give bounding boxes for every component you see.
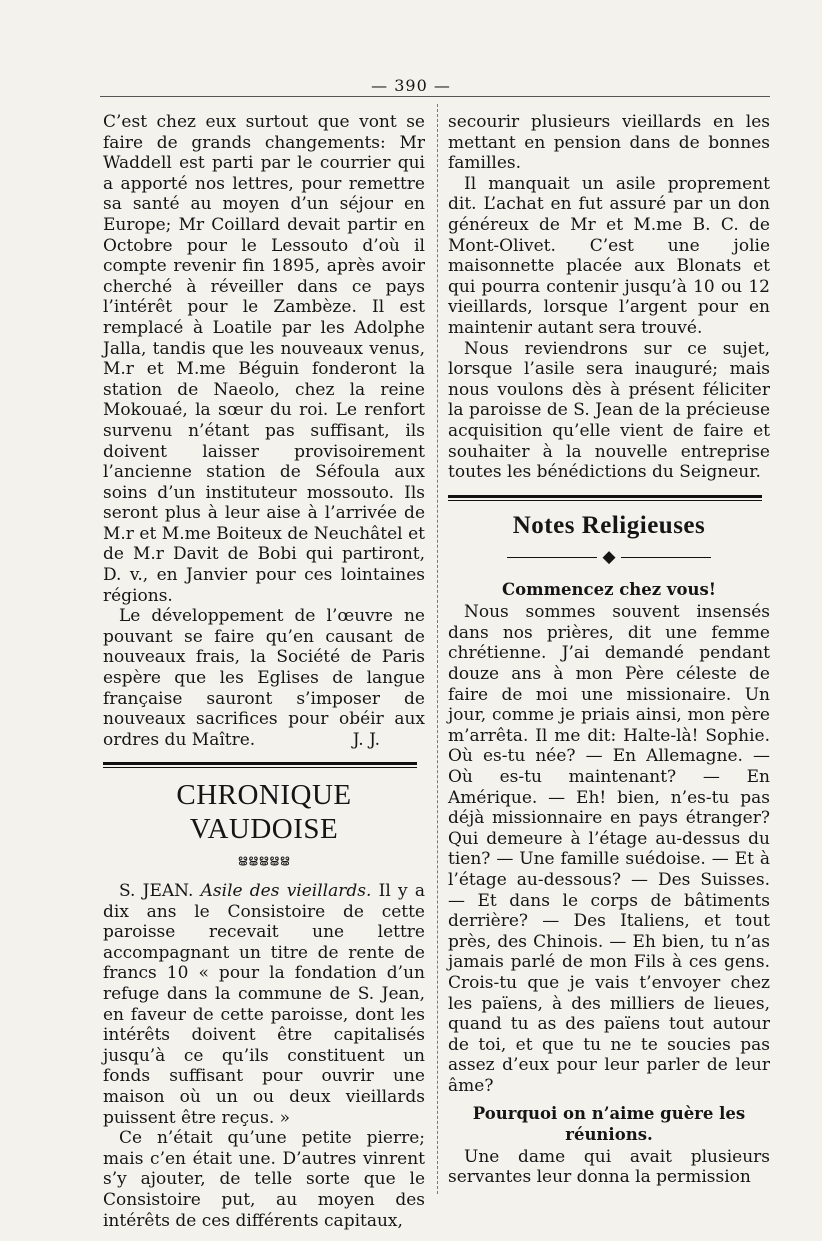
section-title: CHRONIQUE VAUDOISE: [176, 779, 352, 846]
signature: J. J.: [352, 729, 380, 750]
paragraph: Ce n’était qu’une petite pierre; mais c’en était une. D’autres vinrent s’y ajouter, de telle sorte que le Consistoire put, au moyen des intérêts de ces différents capitaux,: [103, 1128, 425, 1231]
paragraph: Nous reviendrons sur ce sujet, lorsque l’asile sera inauguré; mais nous voulons dès à présent féliciter la paroisse de S. Jean de la précieuse acquisition qu’elle vient de faire et souhaiter à la nouvelle entreprise toutes les bénédictions du Seigneur.: [448, 338, 770, 483]
paragraph-text: Il y a dix ans le Consistoire de cette paroisse recevait une lettre accompagnant un titre de rente de francs 10 « pour la fondation d’un refuge dans la commune de S. Jean, en faveur de cette paroisse, dont les intérêts doivent être capitalisés jusqu’à ce qu’ils constituent un fonds suffisant pour ouvrir une maison où un ou deux vieillards puissent être reçus. »: [103, 881, 425, 1128]
chronique-lead: S. JEAN.: [119, 881, 194, 901]
paragraph: [103, 606, 425, 750]
paragraph: Nous sommes souvent insensés dans nos prières, dit une femme chrétienne. J’ai demandé pendant douze ans à mon Père céleste de faire de moi une missionaire. Un jour, comme je priais ainsi, mon père m’arrêta. Il me dit: Halte-là! Sophie. Où es-tu née? — En Allemagne. — Où es-tu maintenant? — En Amérique. — Eh! bien, n’es-tu pas déjà missionnaire en pays étranger? Qui demeure à l’étage au-dessus du tien? — Une famille suédoise. — Et à l’étage au-dessous? — Des Suisses. — Et dans le corps de bâtiments derrière? — Des Italiens, et tout près, des Chinois. — Eh bien, tu n’as jamais parlé de mon Fils à ces gens. Crois-tu que je vais t’envoyer chez les païens, à des milliers de lieues, quand tu as des païens tout autour de toi, et que tu ne te soucies pas assez d’eux pour leur parler de leur âme?: [448, 602, 770, 1096]
header-rule: [100, 96, 770, 97]
subhead: Commencez chez vous!: [502, 580, 716, 600]
paragraph: C’est chez eux surtout que vont se faire de grands changements: Mr Waddell est parti par le courrier qui a apporté nos lettres, pour remettre sa santé au moyen d’un séjour en Europe; Mr Coillard devait partir en Octobre pour le Lessouto d’où il compte revenir fin 1895, après avoir cherché à réveiller dans ce pays l’intérêt pour le Zambèze. Il est remplacé à Loatile par les Adolphe Jalla, tandis que les nouveaux venus, M.r et M.me Béguin fonderont la station de Naeolo, chez la reine Mokouaé, la sœur du roi. Le renfort survenu n’étant pas suffisant, ils doivent laisser provisoirement l’ancienne station de Séfoula aux soins d’un instituteur mossouto. Ils seront plus à leur aise à l’arrivée de M.r et M.me Boiteux de Neuchâtel et de M.r Davit de Bobi qui partiront, D. v., en Janvier pour ces lointaines régions.: [103, 112, 425, 606]
column-divider: [437, 104, 438, 1194]
page-number: — 390 —: [371, 76, 451, 95]
section-rule: [103, 762, 417, 768]
paragraph-text: Le développement de l’œuvre ne pouvant se faire qu’en causant de nouveaux frais, la Société de Paris espère que les Eglises de langue française sauront s’imposer de nouveaux sacrifices pour obéir aux ordres du Maître.: [103, 606, 425, 750]
section-title: Notes Religieuses: [512, 511, 706, 539]
paragraph: [103, 881, 425, 1128]
paragraph: secourir plusieurs vieillards en les mettant en pension dans de bonnes familles.: [448, 112, 770, 174]
section-rule: [448, 495, 762, 501]
ornament-line: ◆: [448, 547, 770, 568]
right-column: [448, 112, 770, 1188]
paragraph: Une dame qui avait plusieurs servantes leur donna la permission: [448, 1146, 770, 1188]
chronique-lead-title: Asile des vieillards.: [200, 881, 372, 901]
paragraph: Il manquait un asile proprement dit. L’achat en fut assuré par un don généreux de Mr et M.me B. C. de Mont-Olivet. C’est une jolie maisonnette placée aux Blonats et qui pourra contenir jusqu’à 10 ou 12 vieillards, lorsque l’argent pour en maintenir autant sera trouvé.: [448, 173, 770, 338]
subhead: Pourquoi on n’aime guère les réunions.: [472, 1103, 746, 1144]
ornament: ൠൠൠൠൠ: [237, 853, 291, 867]
left-column: [103, 112, 425, 1231]
